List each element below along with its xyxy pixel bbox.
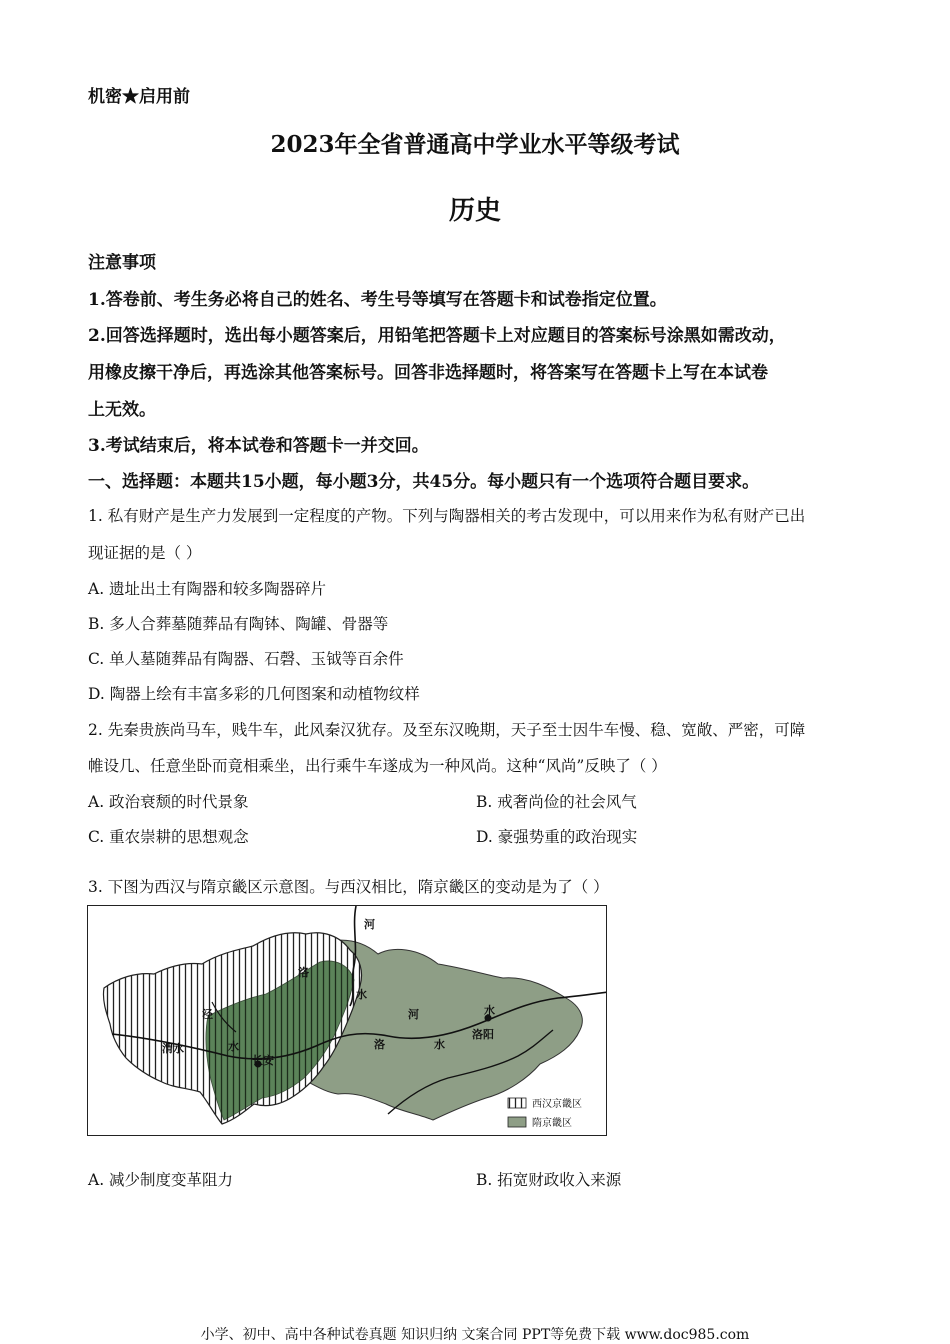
q1-option-a: A. 遗址出土有陶器和较多陶器碎片 (88, 580, 327, 598)
legend-sui-label: 隋京畿区 (532, 1118, 572, 1129)
legend-xihan-swatch (508, 1098, 526, 1108)
q2-option-d: D. 豪强势重的政治现实 (476, 828, 638, 846)
notes-heading: 注意事项 (88, 253, 156, 273)
map-label-shui-mid: 水 (228, 1040, 239, 1053)
q2-stem-line-1: 2. 先秦贵族尚马车，贱牛车，此风秦汉犹存。及至东汉晚期，天子至士因牛车慢、稳、宽敞、严密，可障 (88, 721, 806, 739)
q2-option-b: B. 戒奢尚俭的社会风气 (476, 793, 637, 811)
map-label-luo-north: 洛 (298, 966, 309, 979)
q2-stem-line-2: 帷设几、任意坐卧而竟相乘坐，出行乘牛车遂成为一种风尚。这种“风尚”反映了（ ） (88, 757, 667, 775)
legend-sui-swatch (508, 1117, 526, 1127)
subject-title: 历史 (448, 196, 501, 226)
map-label-shui-south: 水 (434, 1038, 445, 1051)
map-label-shui-north: 水 (356, 988, 367, 1001)
legend-xihan-label: 西汉京畿区 (532, 1099, 582, 1110)
page-footer: 小学、初中、高中各种试卷真题 知识归纳 文案合同 PPT等免费下载 www.doc985.com (200, 1327, 750, 1343)
note-2-line-1: 2.回答选择题时，选出每小题答案后，用铅笔把答题卡上对应题目的答案标号涂黑如需改动， (88, 326, 786, 346)
note-3: 3.考试结束后，将本试卷和答题卡一并交回。 (88, 436, 429, 456)
map-label-he-top: 河 (364, 918, 375, 931)
note-2-line-2: 用橡皮擦干净后，再选涂其他答案标号。回答非选择题时，将答案写在答题卡上写在本试卷 (88, 363, 768, 383)
q1-option-b: B. 多人合葬墓随葬品有陶钵、陶罐、骨器等 (88, 615, 389, 633)
q3-option-b: B. 拓宽财政收入来源 (476, 1171, 622, 1189)
map-label-luoyang: 洛阳 (472, 1028, 494, 1041)
q1-option-d: D. 陶器上绘有丰富多彩的几何图案和动植物纹样 (88, 685, 420, 703)
q1-stem-line-1: 1. 私有财产是生产力发展到一定程度的产物。下列与陶器相关的考古发现中，可以用来作为私有财产已出 (88, 507, 806, 525)
q2-option-a: A. 政治衰颓的时代景象 (88, 793, 249, 811)
exam-title: 2023年全省普通高中学业水平等级考试 (270, 131, 680, 158)
confidential-mark: 机密★启用前 (88, 87, 190, 107)
map-label-weishui: 渭水 (162, 1042, 184, 1055)
q3-stem: 3. 下图为西汉与隋京畿区示意图。与西汉相比，隋京畿区的变动是为了（ ） (88, 878, 609, 896)
q3-option-a: A. 减少制度变革阻力 (88, 1171, 234, 1189)
q1-option-c: C. 单人墓随葬品有陶器、石磬、玉钺等百余件 (88, 650, 404, 668)
q1-stem-line-2: 现证据的是（ ） (88, 544, 202, 562)
section-heading: 一、选择题：本题共15小题，每小题3分，共45分。每小题只有一个选项符合题目要求。 (88, 472, 760, 492)
note-1: 1.答卷前、考生务必将自己的姓名、考生号等填写在答题卡和试卷指定位置。 (88, 290, 667, 310)
map-label-luo-south: 洛 (374, 1038, 385, 1051)
map-label-he-mid: 河 (408, 1008, 419, 1021)
q2-option-c: C. 重农崇耕的思想观念 (88, 828, 249, 846)
map-label-shui-east: 水 (484, 1004, 495, 1017)
map-label-jing: 泾 (202, 1008, 213, 1021)
map-label-changan: 长安 (252, 1054, 274, 1067)
note-2-line-3: 上无效。 (88, 400, 156, 420)
capital-region-map (87, 905, 607, 1136)
